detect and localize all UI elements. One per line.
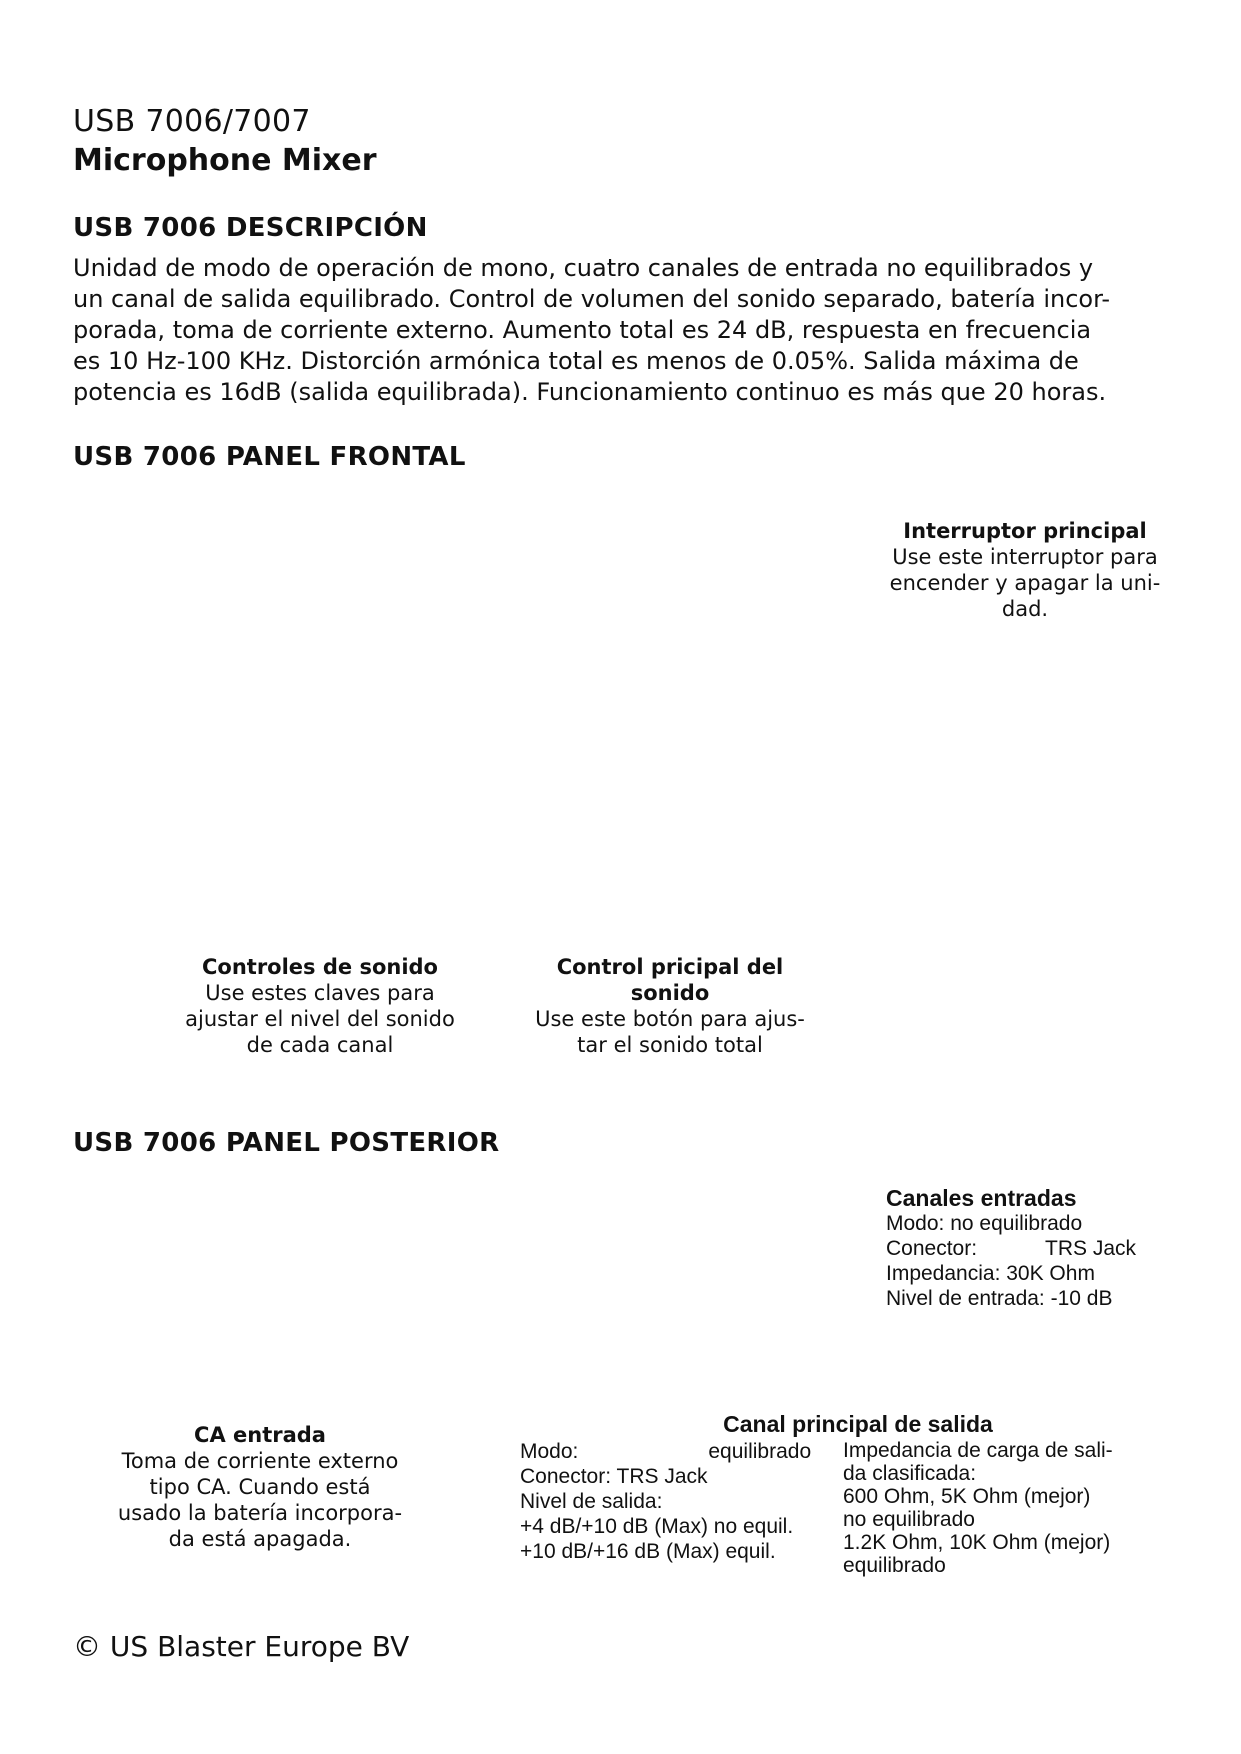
ac-input-title: CA entrada (194, 1423, 326, 1447)
description-line: porada, toma de corriente externo. Aumento total es 24 dB, respuesta en frecuencia (73, 316, 1092, 344)
description-text (73, 253, 1173, 408)
main-output-right-column (843, 1439, 1143, 1577)
output-impedance-line: no equilibrado (843, 1508, 975, 1531)
description-line: potencia es 16dB (salida equilibrada). Funcionamiento continuo es más que 20 horas. (73, 378, 1107, 406)
output-level-balanced: +10 dB/+16 dB (Max) equil. (520, 1540, 776, 1563)
sound-controls-line: ajustar el nivel del sonido (185, 1007, 455, 1031)
output-level-unbalanced: +4 dB/+10 dB (Max) no equil. (520, 1515, 794, 1538)
output-connector: Conector: TRS Jack (520, 1465, 708, 1488)
output-mode-label: Modo: (520, 1440, 579, 1463)
description-line: un canal de salida equilibrado. Control de volumen del sonido separado, batería incor- (73, 285, 1111, 313)
input-mode: Modo: no equilibrado (886, 1212, 1083, 1235)
front-panel-heading: USB 7006 PANEL FRONTAL (73, 442, 466, 472)
main-sound-control-title: Control pricipal del (556, 955, 784, 979)
output-mode-value: equilibrado (708, 1440, 812, 1463)
description-heading: USB 7006 DESCRIPCIÓN (73, 213, 428, 243)
output-impedance-line: equilibrado (843, 1554, 946, 1577)
main-sound-control-line: tar el sonido total (577, 1033, 763, 1057)
input-connector-label: Conector: (886, 1237, 978, 1260)
main-switch-line: dad. (1001, 597, 1049, 621)
main-sound-control-callout (510, 954, 830, 1058)
sound-controls-line: Use estes claves para (205, 981, 435, 1005)
main-switch-line: encender y apagar la uni- (889, 571, 1161, 595)
main-output-left-column (520, 1439, 820, 1564)
main-output-title: Canal principal de salida (723, 1411, 993, 1437)
output-impedance-line: da clasificada: (843, 1462, 977, 1485)
sound-controls-title: Controles de sonido (202, 955, 438, 979)
main-switch-callout (860, 518, 1190, 622)
description-line: es 10 Hz-100 KHz. Distorción armónica total es menos de 0.05%. Salida máxima de (73, 347, 1079, 375)
ac-input-line: tipo CA. Cuando está (149, 1475, 371, 1499)
input-impedance: Impedancia: 30K Ohm (886, 1262, 1095, 1285)
input-level: Nivel de entrada: -10 dB (886, 1287, 1113, 1310)
model-title: USB 7006/7007 (73, 104, 311, 139)
sound-controls-line: de cada canal (246, 1033, 394, 1057)
ac-input-callout (100, 1422, 420, 1552)
ac-input-line: da está apagada. (168, 1527, 352, 1551)
output-mode (520, 1439, 820, 1464)
ac-input-line: usado la batería incorpora- (117, 1501, 403, 1525)
output-impedance-line: 1.2K Ohm, 10K Ohm (mejor) (843, 1531, 1111, 1554)
input-connector-value: TRS Jack (1045, 1237, 1137, 1260)
main-switch-title: Interruptor principal (903, 519, 1147, 543)
input-channels-spec (886, 1186, 1186, 1311)
output-impedance-line: 600 Ohm, 5K Ohm (mejor) (843, 1485, 1091, 1508)
ac-input-line: Toma de corriente externo (121, 1449, 399, 1473)
copyright: © US Blaster Europe BV (73, 1630, 410, 1663)
sound-controls-callout (150, 954, 490, 1058)
description-line: Unidad de modo de operación de mono, cuatro canales de entrada no equilibrados y (73, 254, 1094, 282)
rear-panel-heading: USB 7006 PANEL POSTERIOR (73, 1128, 500, 1158)
product-title: Microphone Mixer (73, 143, 377, 178)
input-connector (886, 1236, 1186, 1261)
output-level-label: Nivel de salida: (520, 1490, 663, 1513)
main-switch-line: Use este interruptor para (892, 545, 1158, 569)
input-channels-title: Canales entradas (886, 1185, 1077, 1211)
output-impedance-line: Impedancia de carga de sali- (843, 1439, 1113, 1462)
main-sound-control-line: Use este botón para ajus- (535, 1007, 805, 1031)
main-sound-control-title: sonido (630, 981, 710, 1005)
main-output-spec (518, 1412, 1158, 1597)
